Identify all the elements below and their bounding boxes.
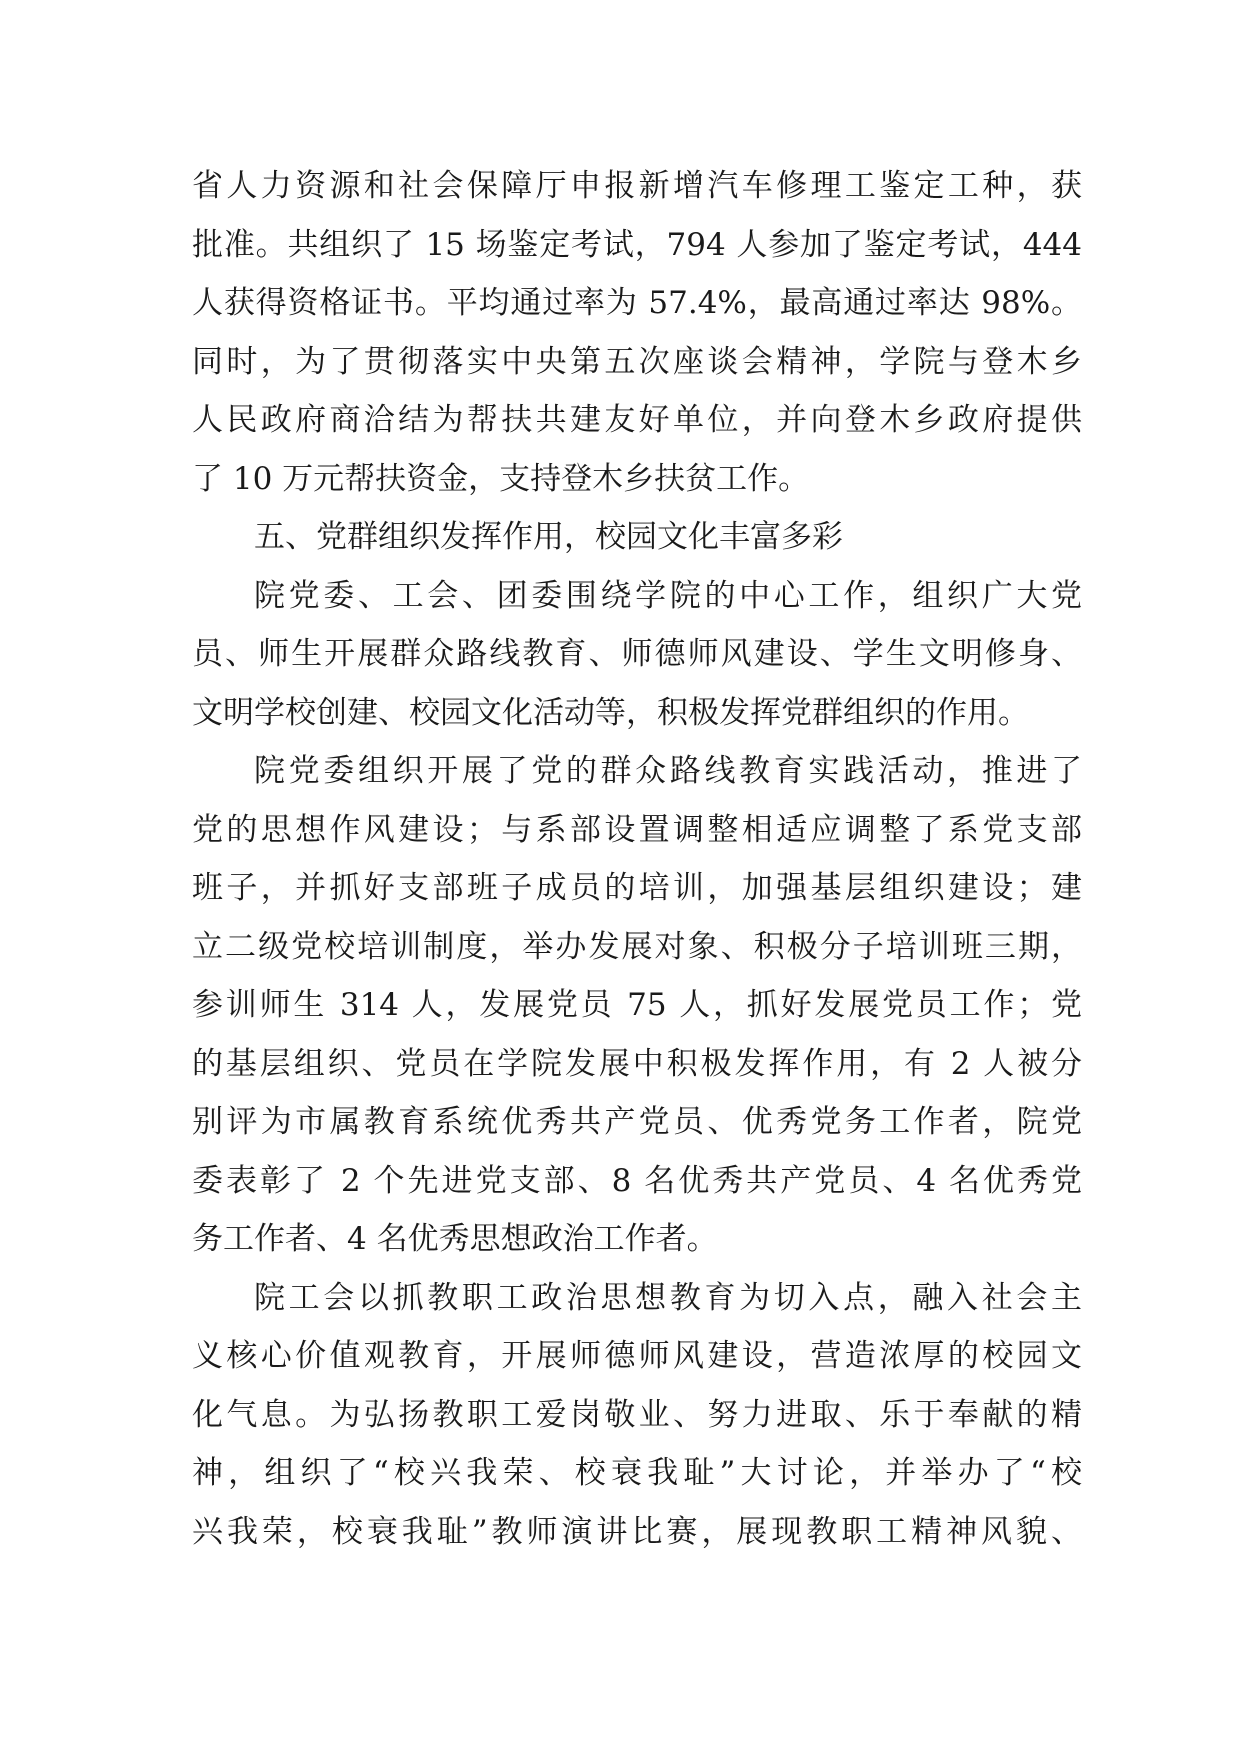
text-line: 院党委、工会、团委围绕学院的中心工作，组织广大党: [254, 577, 1082, 614]
text-line: 人民政府商洽结为帮扶共建友好单位，并向登木乡政府提供: [192, 402, 1082, 438]
text-line: 兴我荣，校衰我耻”教师演讲比赛，展现教职工精神风貌、: [192, 1513, 1082, 1550]
text-line: 立二级党校培训制度，举办发展对象、积极分子培训班三期，: [192, 928, 1082, 965]
text-line: 化气息。为弘扬教职工爱岗敬业、努力进取、乐于奉献的精: [192, 1396, 1082, 1433]
text-line: 参训师生 314 人，发展党员 75 人，抓好发展党员工作；党: [192, 987, 1082, 1023]
text-line: 员、师生开展群众路线教育、师德师风建设、学生文明修身、: [192, 636, 1082, 672]
text-line: 班子，并抓好支部班子成员的培训，加强基层组织建设；建: [192, 870, 1082, 906]
text-line: 别评为市属教育系统优秀共产党员、优秀党务工作者，院党: [192, 1104, 1082, 1140]
text-line: 人获得资格证书。平均通过率为 57.4%，最高通过率达 98%。: [192, 285, 1082, 321]
text-line: 务工作者、4 名优秀思想政治工作者。: [192, 1221, 718, 1257]
text-line: 批准。共组织了 15 场鉴定考试，794 人参加了鉴定考试，444: [192, 226, 1082, 263]
document-body: [192, 157, 1082, 1561]
text-line: 院工会以抓教职工政治思想教育为切入点，融入社会主: [254, 1279, 1082, 1316]
text-line: 党的思想作风建设；与系部设置调整相适应调整了系党支部: [192, 811, 1082, 848]
text-line: 委表彰了 2 个先进党支部、8 名优秀共产党员、4 名优秀党: [192, 1162, 1082, 1199]
text-line: 院党委组织开展了党的群众路线教育实践活动，推进了: [254, 753, 1082, 789]
text-line: 的基层组织、党员在学院发展中积极发挥作用，有 2 人被分: [192, 1045, 1082, 1082]
text-line: 同时，为了贯彻落实中央第五次座谈会精神，学院与登木乡: [192, 343, 1082, 380]
text-line: 了 10 万元帮扶资金，支持登木乡扶贫工作。: [192, 460, 810, 497]
text-line: 神，组织了“校兴我荣、校衰我耻”大讨论，并举办了“校: [192, 1455, 1082, 1491]
section-heading: 五、党群组织发挥作用，校园文化丰富多彩: [254, 519, 843, 555]
text-line: 省人力资源和社会保障厅申报新增汽车修理工鉴定工种，获: [192, 168, 1082, 204]
text-line: 文明学校创建、校园文化活动等，积极发挥党群组织的作用。: [192, 694, 1029, 731]
text-line: 义核心价值观教育，开展师德师风建设，营造浓厚的校园文: [192, 1338, 1082, 1374]
